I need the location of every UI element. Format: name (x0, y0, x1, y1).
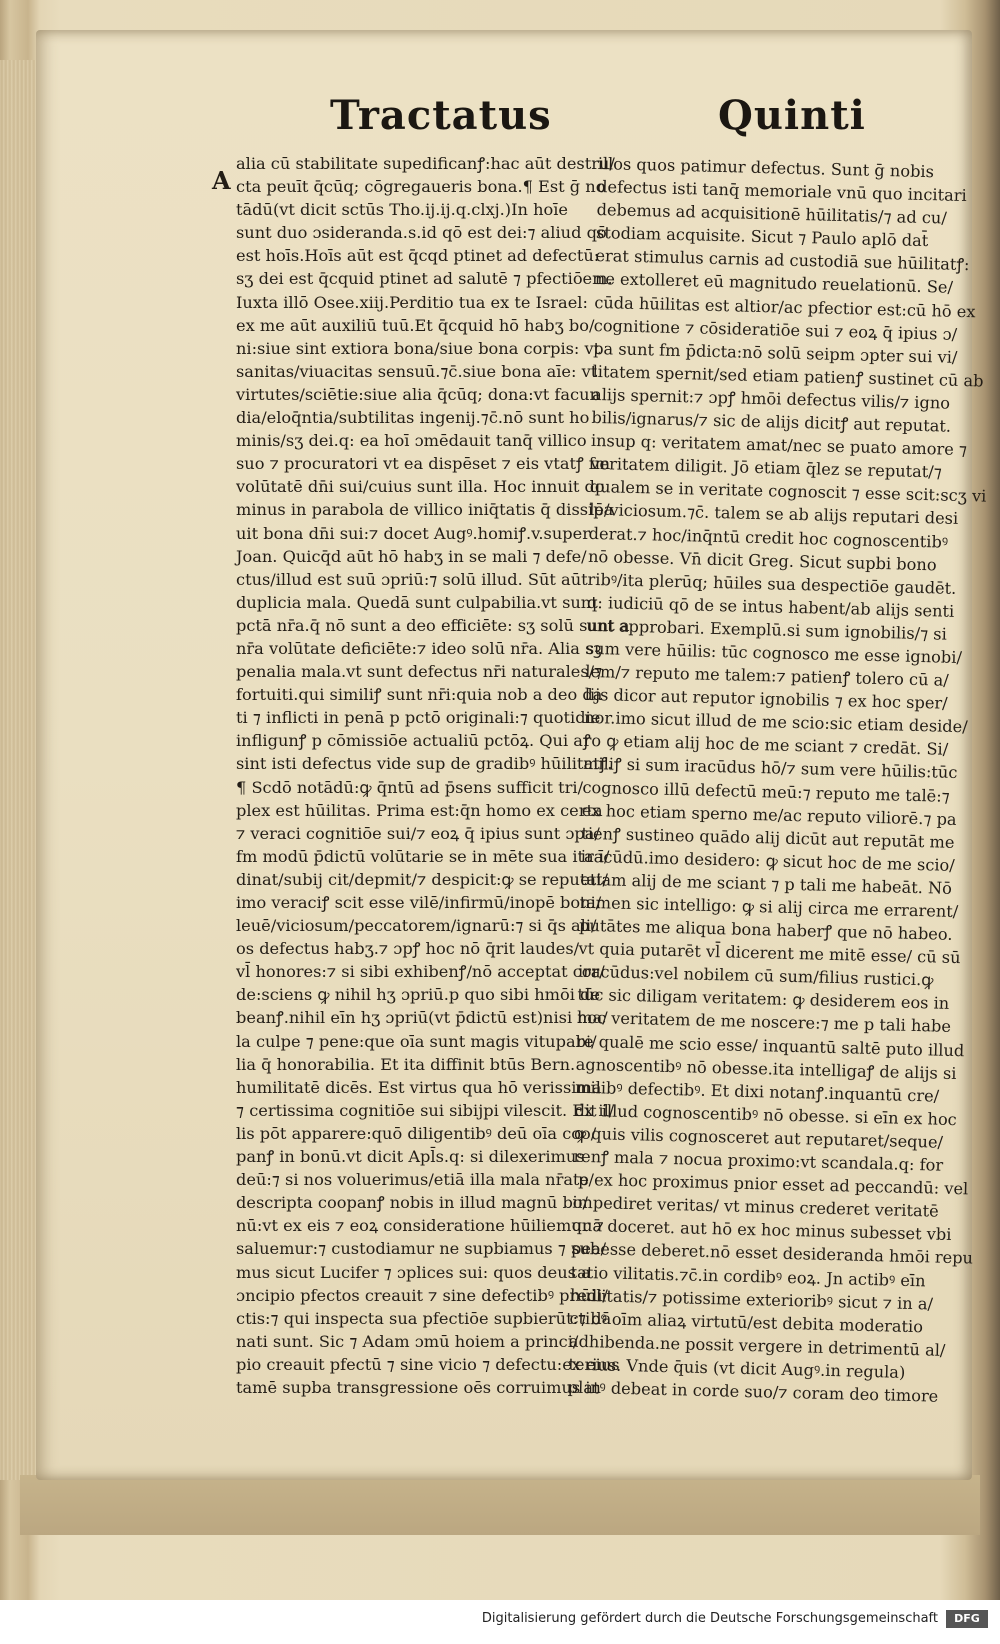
text-line: iracūdū.imo desidero: ꝙ sicut hoc de me scio/ (580, 846, 956, 875)
text-line: nū:vt ex eis ⁊ eoꝝ consideratione hūiliemur ⁊ (236, 1216, 604, 1236)
text-line: platꝰ debeat in corde suo/⁊ coram deo timore (567, 1377, 939, 1406)
text-line: vl̄ honores:⁊ si sibi exhibenꝭ/nō acceptat cor/ (236, 962, 605, 982)
text-line: quā doceret. aut hō ex hoc minus subesset vbi (571, 1215, 952, 1245)
text-line: adhibenda.ne possit vergere in detrimentū al/ (568, 1331, 946, 1360)
text-line: penalia mala.vt sunt defectus nr̄i naturales/⁊ (236, 662, 603, 682)
text-line: te ex hoc proximus pnior esset ad peccandū: vel (572, 1169, 969, 1199)
text-line: ¶ Scdō notādū:ꝙ q̄ntū ad p̄sens sufficit tri/ (236, 777, 584, 797)
text-line: hoc veritatem de me noscere:⁊ me p tali habe (576, 1008, 952, 1037)
text-line: tienꝭ sustineo quādo alij dicūt aut reputāt me (581, 823, 955, 852)
text-line: bilis/ignarus/⁊ sic de alijs dicitꝭ aut reputat. (591, 407, 952, 436)
text-line: unt approbari. Exemplū.si sum ignobilis/⁊ si (586, 615, 948, 644)
text-line: lijs dicor aut reputor ignobilis ⁊ ex hoc sper/ (584, 684, 948, 713)
text-line: lia q̄ honorabilia. Et ita diffinit btūs Bern. (236, 1054, 576, 1074)
text-line: sum vere hūilis: tūc cognosco me esse ignobi/ (585, 638, 963, 668)
text-line: leuē/viciosum/peccatorem/ignarū:⁊ si q̄s ali/ (236, 916, 597, 936)
text-line: nati sunt. Sic ⁊ Adam ɔmū hoiem a princi/ (236, 1331, 579, 1351)
text-column-left (236, 152, 630, 1399)
text-line: dit illud cognoscentibꝰ nō obesse. si eīn ex hoc (574, 1100, 958, 1129)
text-line: impediret veritas/ vt minus crederet veritatē (572, 1192, 939, 1221)
text-line: suo ⁊ procuratori vt ea dispēset ⁊ eis vtatꝭ fm (236, 454, 611, 474)
text-line: dinat/subij cit/depmit/⁊ despicit:ꝙ se reputat/ (236, 869, 608, 889)
text-line: illos quos patimur defectus. Sunt ḡ nobis (597, 153, 935, 182)
text-line: imo veraciꝭ scit esse vilē/infirmū/inopē boni/ (236, 893, 602, 912)
text-line: litatem spernit/sed etiam patienꝭ sustinet cū ab (592, 361, 984, 391)
dfg-logo-icon: DFG (946, 1610, 988, 1628)
text-line: ꝙ quis vilis cognosceret aut reputaret/seque/ (573, 1123, 944, 1152)
text-line: debemus ad acquisitionē hūilitatis/⁊ ad cu/ (596, 200, 948, 228)
text-line: alia cū stabilitate supedificanꝭ:hac aūt destru/ (236, 154, 615, 173)
text-line: ribꝰ/ita plerūq; hūiles sua despectiōe gaudēt. (587, 569, 957, 598)
text-line: minis/sʒ dei.q: ea hoī ɔmēdauit tanq̄ villico (236, 431, 587, 451)
text-line: derat.⁊ hoc/inq̄ntū credit hoc cognoscentibꝰ (588, 523, 949, 552)
text-line: lē/viciosum.⁊c̄. talem se ab alijs reputari desi (589, 500, 959, 529)
text-line: fortuiti.qui similiꝭ sunt nr̄i:quia nob a deo da (236, 685, 603, 705)
text-line: la culpe ⁊ pene:que oīa sunt magis vitupabi/ (236, 1031, 597, 1051)
text-line: panꝭ in bonū.vt dicit Apl̄s.q: si dilexerimus (236, 1147, 585, 1167)
text-line: ⁊ certissima cognitiōe sui sibijpi vilescit. Ex il/ (236, 1100, 615, 1120)
text-line: tūc sic diligam veritatem: ꝙ desiderem eos in (577, 985, 950, 1014)
text-line: putātes me aliqua bona haberꝭ que nō habeo. (578, 915, 953, 944)
text-line: infligunꝭ p cōmissiōe actualiū pctōꝝ. Qui aꝭ (236, 731, 591, 751)
text-line: fm modū p̄dictū volūtarie se in mēte sua ita ī/ (236, 846, 610, 866)
text-line: ⁊ veraci cognitiōe sui/⁊ eoꝝ q̄ ipius sunt ɔpa/ (236, 823, 600, 843)
text-line: sunt duo ɔsideranda.s.id qō est dei:⁊ aliud qō (236, 223, 607, 243)
text-line: ne extolleret eū magnitudo reuelationū. Se/ (594, 269, 954, 298)
text-line: sint isti defectus vide sup de gradibꝰ hūilitatꝭ. (236, 754, 613, 774)
text-line: descripta coopanꝭ nobis in illud magnū bo/ (236, 1193, 589, 1213)
text-line: mus sicut Lucifer ⁊ ɔplices sui: quos deus a (236, 1262, 591, 1282)
running-head-left: Tractatus (330, 92, 552, 139)
text-line: duplicia mala. Quedā sunt culpabilia.vt sunt (236, 592, 598, 612)
text-line: ɔncipio pfectos creauit ⁊ sine defectibꝰ predi/ (236, 1285, 608, 1305)
text-line: ni:siue sint extiora bona/siue bona corpis: vt (236, 338, 601, 358)
text-line: veritatem diligit. Jō etiam q̄lez se reputat/⁊ (590, 454, 943, 482)
text-line: pctā nr̄a.q̄ nō sunt a deo efficiēte: sʒ solū sunt a (236, 615, 630, 635)
text-line: qualem se in veritate cognoscit ⁊ esse scit:scʒ vi (589, 477, 987, 506)
text-line: insup q: veritatem amat/nec se puato amore ⁊ (590, 431, 968, 460)
text-line: minus in parabola de villico iniq̄tatis q̄ dissipa (236, 500, 614, 520)
margin-letter: A (212, 166, 231, 195)
text-line: subesse deberet.nō esset desideranda hmōi repu (570, 1239, 974, 1268)
footer-credit: Digitalisierung gefördert durch die Deutsche Forschungsgemeinschaft (481, 1611, 938, 1626)
text-line: virtutes/sciētie:siue alia q̄cūq; dona:vt facun (236, 384, 600, 404)
text-line: hūilitatis/⁊ potissime exterioribꝰ sicut ⁊ in a/ (569, 1285, 934, 1314)
footer-bar (0, 1600, 1000, 1644)
text-line: sanitas/viuacitas sensuū.⁊c̄.siue bona aīe: vt (236, 361, 598, 381)
text-line: tamen sic intelligo: ꝙ si alij circa me errarent/ (579, 892, 959, 922)
text-line: deū:⁊ si nos voluerimus/etiā illa mala nr̄a p/ (236, 1170, 594, 1190)
text-line: cta peuīt q̄cūq; cōgregaueris bona.¶ Est ḡ no (236, 177, 606, 197)
text-line: agnoscentibꝰ nō obesse.ita intelligaꝭ de alijs si (575, 1054, 957, 1083)
page-edges (0, 60, 40, 1480)
text-line: lem/⁊ reputo me talem:⁊ patienꝭ tolero cū a/ (585, 661, 949, 690)
text-line: humilitatē dicēs. Est virtus qua hō verissima (236, 1077, 602, 1097)
text-line: tādū(vt dicit sctūs Tho.ij.ij.q.clxj.)In hoīe (236, 200, 569, 220)
text-line: lis pōt apparere:quō diligentibꝰ deū oīa coo/ (236, 1123, 597, 1143)
text-line: ctibꝰ oīm aliaꝝ virtutū/est debita moderatio (569, 1308, 924, 1336)
text-line: cognitione ⁊ cōsideratiōe sui ⁊ eoꝝ q̄ ipius ɔ/ (593, 315, 958, 344)
text-line: stodiam acquisite. Sicut ⁊ Paulo aplō dat̄ (595, 223, 929, 251)
text-line: de:sciens ꝙ nihil hʒ ɔpriū.p quo sibi hmōi de (236, 985, 600, 1005)
text-line: Iuxta illō Osee.xiij.Perditio tua ex te Israel: (236, 292, 588, 312)
text-line: milibꝰ defectibꝰ. Et dixi notanꝭ.inquantū cre/ (574, 1077, 940, 1106)
text-line: nō obesse. Vn̄ dicit Greg. Sicut supbi bono (587, 546, 937, 574)
text-line: miliꝭ si sum iracūdus hō/⁊ sum vere hūilis:tūc (582, 754, 958, 783)
text-line: pa sunt fm p̄dicta:nō solū seipm ɔpter sui vi/ (592, 338, 958, 367)
text-line: os defectus habʒ.⁊ ɔpꝭ hoc nō q̄rit laudes/ (236, 939, 580, 959)
text-line: etiam alij de me sciant ⁊ p tali me habeāt. Nō (579, 869, 953, 898)
text-line: nr̄a volūtate deficiēte:⁊ ideo solū nr̄a. Alia sꝫ (236, 638, 602, 658)
text-line: q: iudiciū qō de se intus habent/ab alijs senti (586, 592, 955, 621)
text-line: saluemur:⁊ custodiamur ne supbiamus ⁊ pea/ (236, 1239, 607, 1259)
text-line: terius. Vnde q̄uis (vt dicit Augꝰ.in regula) (568, 1354, 906, 1382)
text-line: est hoīs.Hoīs aūt est q̄cqd ptinet ad defectū: (236, 246, 600, 266)
text-line: sʒ dei est q̄cquid ptinet ad salutē ⁊ pfectiōem. (236, 269, 613, 289)
text-line: tamē supba transgressione oēs corruimus in (236, 1377, 601, 1397)
text-line: ex hoc etiam sperno me/ac reputo viliorē.⁊ pa (581, 800, 957, 829)
text-line: uit bona dn̄i sui:⁊ docet Augꝰ.homiꝭ.v.super (236, 523, 590, 543)
text-line: vt quia putarēt vl̄ dicerent me mitē esse/ cū sū (578, 938, 961, 968)
text-line: ctus/illud est suū ɔpriū:⁊ solū illud. Sūt aūt (236, 569, 588, 589)
text-column-right (567, 152, 987, 1407)
text-line: tatio vilitatis.⁊c̄.in cordibꝰ eoꝝ. Jn actibꝰ eīn (570, 1262, 926, 1290)
text-line: volūtatē dn̄i sui/cuius sunt illa. Hoc innuit do (236, 477, 605, 497)
text-line: defectus isti tanq̄ memoriale vnū quo incitari (596, 177, 967, 206)
text-line: alijs spernit:⁊ ɔpꝭ hmōi defectus vilis/⁊ igno (591, 384, 951, 413)
text-line: cūda hūilitas est altior/ac pfectior est:cū hō ex (594, 292, 976, 321)
running-head-right: Quinti (718, 92, 866, 139)
text-line: renꝭ mala ⁊ nocua proximo:vt scandala.q: for (573, 1146, 944, 1175)
text-line: beanꝭ.nihil eīn hʒ ɔpriū(vt p̄dictū est)nisi ma/ (236, 1008, 608, 1028)
text-line: re qualē me scio esse/ inquantū saltē puto illud (576, 1031, 965, 1060)
text-line: iracūdus:vel nobilem cū sum/filius rustici.ꝙ (577, 962, 934, 990)
text-line: pio creauit pfectū ⁊ sine vicio ⁊ defectu:ex eius (236, 1354, 620, 1374)
text-line: cognosco illū defectū meū:⁊ reputo me talē:⁊ (582, 777, 950, 806)
page-stack-bottom (20, 1475, 980, 1535)
text-line: nor.imo sicut illud de me scio:sic etiam deside/ (583, 708, 968, 737)
text-line: plex est hūilitas. Prima est:q̄n homo ex certa (236, 800, 603, 820)
text-line: ex me aūt auxiliū tuū.Et q̄cquid hō habʒ bo/ (236, 315, 595, 335)
text-line: dia/eloq̄ntia/subtilitas ingenij.⁊c̄.nō sunt ho (236, 408, 590, 428)
text-line: ro ꝙ etiam alij hoc de me sciant ⁊ credāt. Si/ (583, 731, 949, 760)
text-line: ti ⁊ inflicti in penā p pctō originali:⁊ quotidie (236, 708, 601, 728)
text-line: Joan. Quicq̄d aūt hō habʒ in se mali ⁊ defe/ (236, 546, 587, 566)
text-line: ctis:⁊ qui inspecta sua pfectiōe supbierūt:⁊ dā (236, 1308, 612, 1328)
text-line: erat stimulus carnis ad custodiā sue hūilitatꝭ: (595, 246, 970, 275)
